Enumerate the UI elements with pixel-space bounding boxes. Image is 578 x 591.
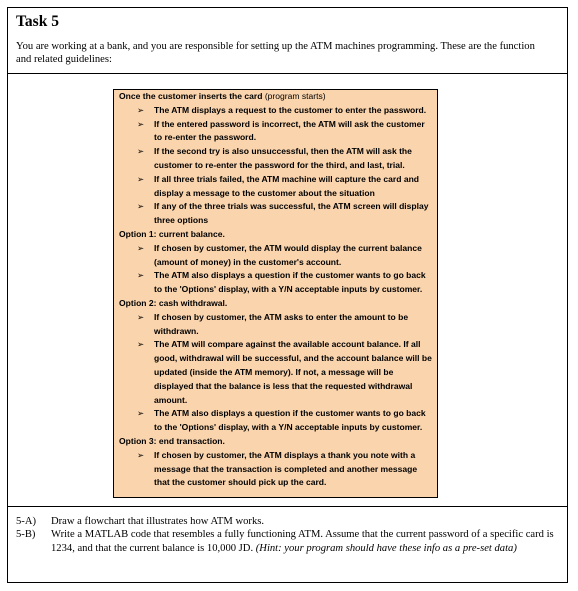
start-list	[114, 104, 437, 228]
guideline-text: If chosen by customer, the ATM displays a thank you note with a message that the transaction is completed and another message that the customer should pick up the card.	[154, 449, 418, 488]
arrow-bullet-icon: ➢	[137, 449, 145, 460]
arrow-bullet-icon: ➢	[137, 339, 145, 350]
start-heading: Once the customer inserts the card (program starts)	[119, 91, 326, 101]
guideline-item	[114, 311, 437, 339]
arrow-bullet-icon: ➢	[137, 242, 145, 253]
guideline-item	[114, 449, 437, 490]
arrow-bullet-icon: ➢	[137, 270, 145, 281]
guideline-item	[114, 242, 437, 270]
guideline-item	[114, 104, 437, 118]
task-intro: You are working at a bank, and you are responsible for setting up the ATM machines programming. These are the function and related guidelines:	[16, 41, 535, 66]
arrow-bullet-icon: ➢	[137, 104, 145, 115]
guideline-text: If the second try is also unsuccessful, then the ATM will ask the customer to re-enter the password for the third, and last, trial.	[154, 146, 412, 170]
arrow-bullet-icon: ➢	[137, 408, 145, 419]
option2-list	[114, 311, 437, 435]
arrow-bullet-icon: ➢	[137, 146, 145, 157]
question-5b	[16, 528, 554, 555]
guideline-text: The ATM also displays a question if the customer wants to go back to the 'Options' display, with a Y/N acceptable inputs by customer.	[154, 408, 426, 433]
option3-heading: Option 3: end transaction.	[119, 435, 225, 446]
guideline-item	[114, 407, 437, 435]
guideline-text: The ATM also displays a question if the customer wants to go back to the 'Options' display, with a Y/N acceptable inputs by customer.	[154, 270, 426, 295]
question-5a	[16, 515, 554, 528]
question-hint: (Hint: your program should have these info as a pre-set data)	[255, 542, 517, 554]
task-title: Task 5	[16, 13, 59, 30]
divider-top	[7, 73, 568, 74]
guideline-text: If all three trials failed, the ATM machine will capture the card and display a message to the customer about the situation	[154, 173, 420, 198]
guideline-item	[114, 173, 437, 201]
question-number: 5-A)	[16, 516, 37, 527]
guideline-text: If chosen by customer, the ATM asks to enter the amount to be withdrawn.	[154, 311, 409, 336]
question-number: 5-B)	[16, 529, 36, 541]
guideline-text: If chosen by customer, the ATM would display the current balance (amount of money) in the customer's account.	[154, 242, 422, 267]
option1-list	[114, 242, 437, 297]
guideline-item	[114, 200, 437, 228]
arrow-bullet-icon: ➢	[137, 173, 145, 184]
guideline-text: The ATM displays a request to the customer to enter the password.	[154, 104, 427, 115]
task-questions	[16, 515, 554, 555]
guideline-text: If the entered password is incorrect, the ATM will ask the customer to re-enter the password.	[154, 118, 425, 143]
guideline-text: The ATM will compare against the available account balance. If all good, withdrawal will be successful, and the account balance will be updated (inside the ATM memory). If not, a message will be displayed that the balance is less that the requested withdrawal amount.	[154, 339, 432, 405]
question-text: Write a MATLAB code that resembles a fully functioning ATM. Assume that the current password of a specific card is 1234, and that the current balance is 10,000 JD. (Hint: your program should have these info as a pre-set data)	[51, 529, 554, 554]
guideline-item	[114, 145, 437, 173]
option3-list	[114, 449, 437, 490]
option2-heading: Option 2: cash withdrawal.	[119, 297, 228, 308]
guideline-item	[114, 338, 437, 407]
arrow-bullet-icon: ➢	[137, 201, 145, 212]
divider-bottom	[7, 506, 568, 507]
guideline-item	[114, 118, 437, 146]
option1-heading: Option 1: current balance.	[119, 228, 225, 239]
guideline-text: If any of the three trials was successful, the ATM screen will display three options	[154, 201, 429, 226]
arrow-bullet-icon: ➢	[137, 311, 145, 322]
question-text: Draw a flowchart that illustrates how ATM works.	[51, 516, 265, 527]
atm-guidelines-box	[113, 89, 438, 498]
arrow-bullet-icon: ➢	[137, 118, 145, 129]
guideline-item	[114, 269, 437, 297]
